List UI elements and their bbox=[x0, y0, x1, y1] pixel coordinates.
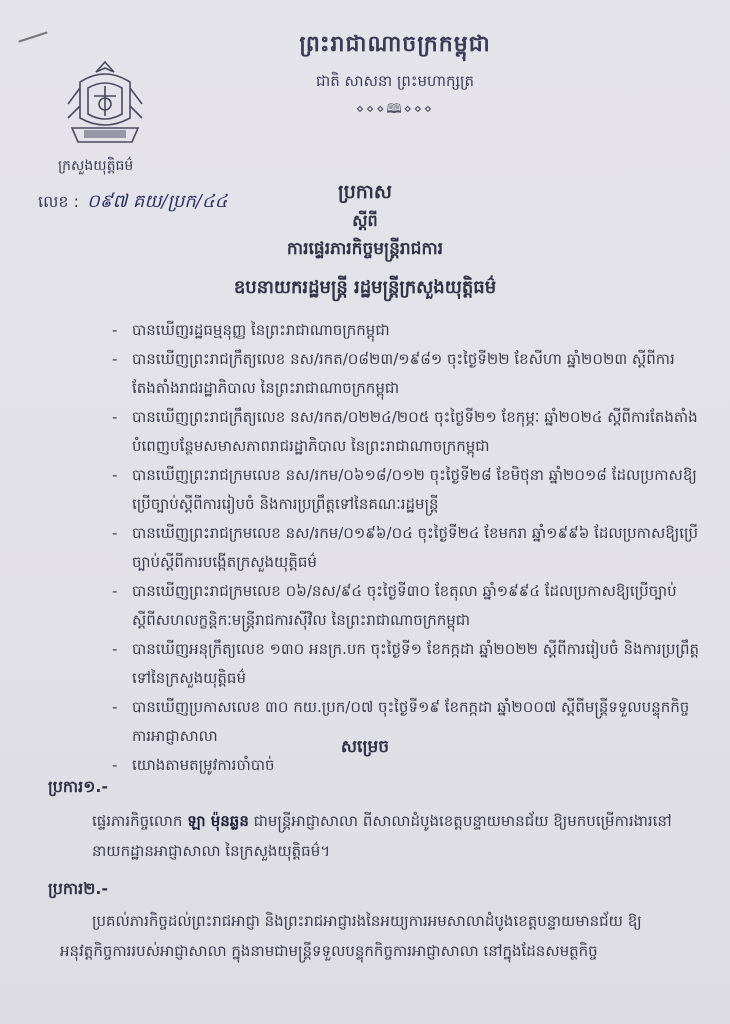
decision-title: សម្រេច bbox=[340, 737, 390, 757]
article-1-body: ផ្ទេរភារកិច្ចលោក ឡា ម៉ុនឆ្លន ជាមន្ត្រីអាជ្ញាសាលា ពីសាលាដំបូងខេត្តបន្ទាយមានជ័យ ឱ្យមកបម្រើការងារនៅនាយកដ្ឋានអាជ្ញាសាលា នៃក្រសួងយុត្តិធម៌។ bbox=[92, 812, 672, 860]
official-name: ឡា ម៉ុនឆ្លន bbox=[187, 812, 249, 830]
kingdom-title: ព្រះរាជាណាចក្រកម្ពុជា bbox=[299, 31, 491, 57]
reference-value: ០៩៧ គយ/ប្រក/៤៤ bbox=[86, 191, 228, 212]
list-item: - បានឃើញប្រកាសលេខ ៣០ កយ.ប្រក/០៧ ចុះថ្ងៃទី១៩ ខែកក្កដា ឆ្នាំ២០០៧ ស្តីពីមន្ត្រីទទួលបន្ទុកកិច្ចការអាជ្ញាសាលា bbox=[112, 698, 690, 745]
ornament-divider: ⋄⋄⋄🕮⋄⋄⋄ bbox=[355, 102, 435, 117]
issuing-authority: ឧបនាយករដ្ឋមន្ត្រី រដ្ឋមន្ត្រីក្រសួងយុត្តិធម៌ bbox=[233, 277, 497, 298]
proclamation-title: ប្រកាស bbox=[338, 181, 392, 203]
list-item: - បានឃើញអនុក្រឹត្យលេខ ១៣០ អនក្រ.បក ចុះថ្ងៃទី១ ខែកក្កដា ឆ្នាំ២០២២ ស្តីពីការរៀបចំ និងការប្រព្រឹត្តទៅនៃក្រសួងយុត្តិធម៌ bbox=[112, 640, 700, 687]
ministry-name: ក្រសួងយុត្តិធម៌ bbox=[58, 158, 134, 174]
list-item: - បានឃើញព្រះរាជក្រមលេខ ០៦/នស/៩៤ ចុះថ្ងៃទី៣០ ខែតុលា ឆ្នាំ១៩៩៤ ដែលប្រកាសឱ្យប្រើច្បាប់ស្តីពីសហលក្ខន្តិកៈមន្ត្រីរាជការស៊ីវិល នៃព្រះរាជាណាចក្រកម្ពុជា bbox=[112, 582, 677, 629]
article-2-body: ប្រគល់ភារកិច្ចដល់ព្រះរាជអាជ្ញា និងព្រះរាជអាជ្ញារងនៃអយ្យការអមសាលាដំបូងខេត្តបន្ទាយមានជ័យ ឱ្យអនុវត្តកិច្ចការរបស់អាជ្ញាសាលា ក្នុងនាមជាមន្ត្រីទទួលបន្ទុកកិច្ចការអាជ្ញាសាលា នៅក្នុងដែនសមត្ថកិច្ច bbox=[60, 912, 642, 960]
national-motto: ជាតិ សាសនា ព្រះមហាក្សត្រ bbox=[315, 72, 475, 90]
article-1-heading: ប្រការ១.- bbox=[48, 777, 109, 796]
list-item: - បានឃើញព្រះរាជក្រមលេខ នស/រកម/០៦១៨/០១២ ចុះថ្ងៃទី២៨ ខែមិថុនា ឆ្នាំ២០១៨ ដែលប្រកាសឱ្យប្រើច្បាប់ស្តីពីការរៀបចំ និងការប្រព្រឹត្តទៅនៃគណៈរដ្ឋមន្ត្រី bbox=[112, 466, 697, 513]
considerations-list bbox=[112, 316, 702, 780]
article-2-heading: ប្រការ២.- bbox=[48, 879, 109, 898]
reference-label: លេខ : bbox=[38, 192, 79, 211]
list-item: - បានឃើញព្រះរាជក្រមលេខ នស/រកម/០១៩៦/០៤ ចុះថ្ងៃទី២៤ ខែមករា ឆ្នាំ១៩៩៦ ដែលប្រកាសឱ្យប្រើច្បាប់ស្តីពីការបង្កើតក្រសួងយុត្តិធម៌ bbox=[112, 524, 698, 571]
list-item: - យោងតាមតម្រូវការចាំបាច់ bbox=[112, 756, 275, 774]
list-item: - បានឃើញព្រះរាជក្រឹត្យលេខ នស/រកត/០២២៤/២០៥ ចុះថ្ងៃទី២១ ខែកុម្ភៈ ឆ្នាំ២០២៤ ស្តីពីការតែងតាំងបំពេញបន្ថែមសមាសភាពរាជរដ្ឋាភិបាល នៃព្រះរាជាណាចក្រកម្ពុជា bbox=[112, 408, 698, 455]
list-item: - បានឃើញព្រះរាជក្រឹត្យលេខ នស/រកត/០៨២៣/១៩៨១ ចុះថ្ងៃទី២២ ខែសីហា ឆ្នាំ២០២៣ ស្តីពីការតែងតាំងរាជរដ្ឋាភិបាល នៃព្រះរាជាណាចក្រកម្ពុជា bbox=[112, 350, 675, 397]
on-label: ស្តីពី bbox=[352, 211, 378, 230]
ministry-emblem-icon bbox=[62, 58, 148, 150]
list-item: - បានឃើញរដ្ឋធម្មនុញ្ញ នៃព្រះរាជាណាចក្រកម្ពុជា bbox=[112, 321, 390, 339]
subject-title: ការផ្ទេរភារកិច្ចមន្ត្រីរាជការ bbox=[286, 239, 444, 259]
